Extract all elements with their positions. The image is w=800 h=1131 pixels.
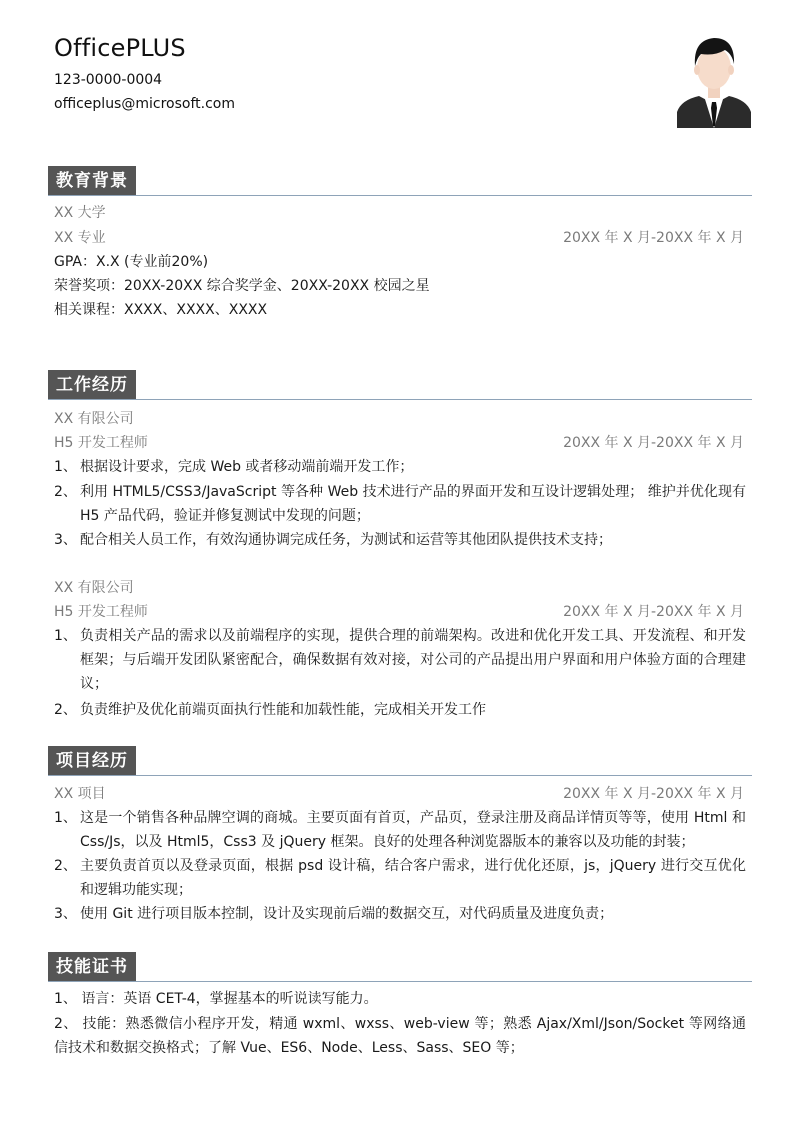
item-number: 3、 bbox=[54, 532, 77, 548]
section-rule bbox=[48, 775, 752, 776]
company-name: XX 有限公司 bbox=[54, 411, 134, 427]
item-number: 1、 bbox=[54, 459, 77, 475]
item-text: 负责相关产品的需求以及前端程序的实现，提供合理的前端架构。改进和优化开发工具、开发流程、和开发框架；与后端开发团队紧密配合，确保数据有效对接，对公司的产品提出用户界面和用户体验方面的合理建议； bbox=[80, 628, 746, 692]
section-rule bbox=[48, 981, 752, 982]
item-text: 配合相关人员工作，有效沟通协调完成任务，为测试和运营等其他团队提供技术支持； bbox=[80, 532, 612, 548]
major-name: XX 专业 bbox=[54, 230, 106, 246]
item-text: 根据设计要求，完成 Web 或者移动端前端开发工作； bbox=[80, 459, 414, 475]
list-item bbox=[54, 698, 746, 722]
school-name: XX 大学 bbox=[54, 205, 106, 221]
item-text: 使用 Git 进行项目版本控制，设计及实现前后端的数据交互，对代码质量及进度负责； bbox=[80, 906, 614, 922]
list-item bbox=[54, 624, 746, 696]
section-title: 项目经历 bbox=[48, 746, 136, 776]
item-number: 2、 bbox=[54, 484, 77, 500]
section-rule bbox=[48, 399, 752, 400]
list-item bbox=[54, 480, 746, 528]
item-number: 2、 bbox=[54, 702, 77, 718]
job-role: H5 开发工程师 bbox=[54, 435, 148, 451]
section-skills bbox=[48, 952, 752, 982]
section-work bbox=[48, 370, 752, 400]
item-text: 利用 HTML5/CSS3/JavaScript 等各种 Web 技术进行产品的界面开发和互设计逻辑处理； 维护并优化现有 H5 产品代码，验证并修复测试中发现的问题； bbox=[80, 484, 746, 524]
phone-number: 123-0000-0004 bbox=[54, 72, 163, 88]
section-title: 工作经历 bbox=[48, 370, 136, 400]
section-education bbox=[48, 166, 752, 196]
item-text: 负责维护及优化前端页面执行性能和加载性能，完成相关开发工作 bbox=[80, 702, 486, 718]
job-date: 20XX 年 X 月-20XX 年 X 月 bbox=[563, 604, 744, 620]
honors: 荣誉奖项：20XX-20XX 综合奖学金、20XX-20XX 校园之星 bbox=[54, 278, 430, 294]
email-address: officeplus@microsoft.com bbox=[54, 96, 235, 112]
job-role: H5 开发工程师 bbox=[54, 604, 148, 620]
item-number: 1、 bbox=[54, 628, 77, 644]
skill-tech: 2、 技能：熟悉微信小程序开发，精通 wxml、wxss、web-view 等；熟悉 Ajax/Xml/Json/Socket 等网络通信技术和数据交换格式；了解 Vue、ES6、Node、Less、Sass、SEO 等； bbox=[54, 1016, 746, 1056]
skill-language: 1、 语言：英语 CET-4，掌握基本的听说读写能力。 bbox=[54, 991, 378, 1007]
section-title: 技能证书 bbox=[48, 952, 136, 982]
section-rule bbox=[48, 195, 752, 196]
list-item bbox=[54, 902, 746, 926]
project-date: 20XX 年 X 月-20XX 年 X 月 bbox=[563, 786, 744, 802]
list-item bbox=[54, 528, 746, 552]
item-text: 主要负责首页以及登录页面，根据 psd 设计稿，结合客户需求，进行优化还原，js，jQuery 进行交互优化和逻辑功能实现； bbox=[80, 858, 746, 898]
education-date: 20XX 年 X 月-20XX 年 X 月 bbox=[563, 230, 744, 246]
candidate-name: OfficePLUS bbox=[54, 34, 186, 62]
section-title: 教育背景 bbox=[48, 166, 136, 196]
courses: 相关课程：XXXX、XXXX、XXXX bbox=[54, 302, 268, 318]
list-item bbox=[54, 854, 746, 902]
avatar-icon bbox=[677, 30, 751, 128]
item-number: 1、 bbox=[54, 810, 77, 826]
item-text: 这是一个销售各种品牌空调的商城。主要页面有首页，产品页，登录注册及商品详情页等等，使用 Html 和 Css/Js，以及 Html5，Css3 及 jQuery 框架。良好的处理各种浏览器版本的兼容以及功能的封装； bbox=[80, 810, 746, 850]
project-name: XX 项目 bbox=[54, 786, 106, 802]
job-date: 20XX 年 X 月-20XX 年 X 月 bbox=[563, 435, 744, 451]
item-number: 2、 bbox=[54, 858, 77, 874]
list-item bbox=[54, 455, 746, 479]
item-number: 3、 bbox=[54, 906, 77, 922]
company-name: XX 有限公司 bbox=[54, 580, 134, 596]
list-item bbox=[54, 806, 746, 854]
gpa: GPA：X.X (专业前20%) bbox=[54, 254, 209, 270]
section-projects bbox=[48, 746, 752, 776]
